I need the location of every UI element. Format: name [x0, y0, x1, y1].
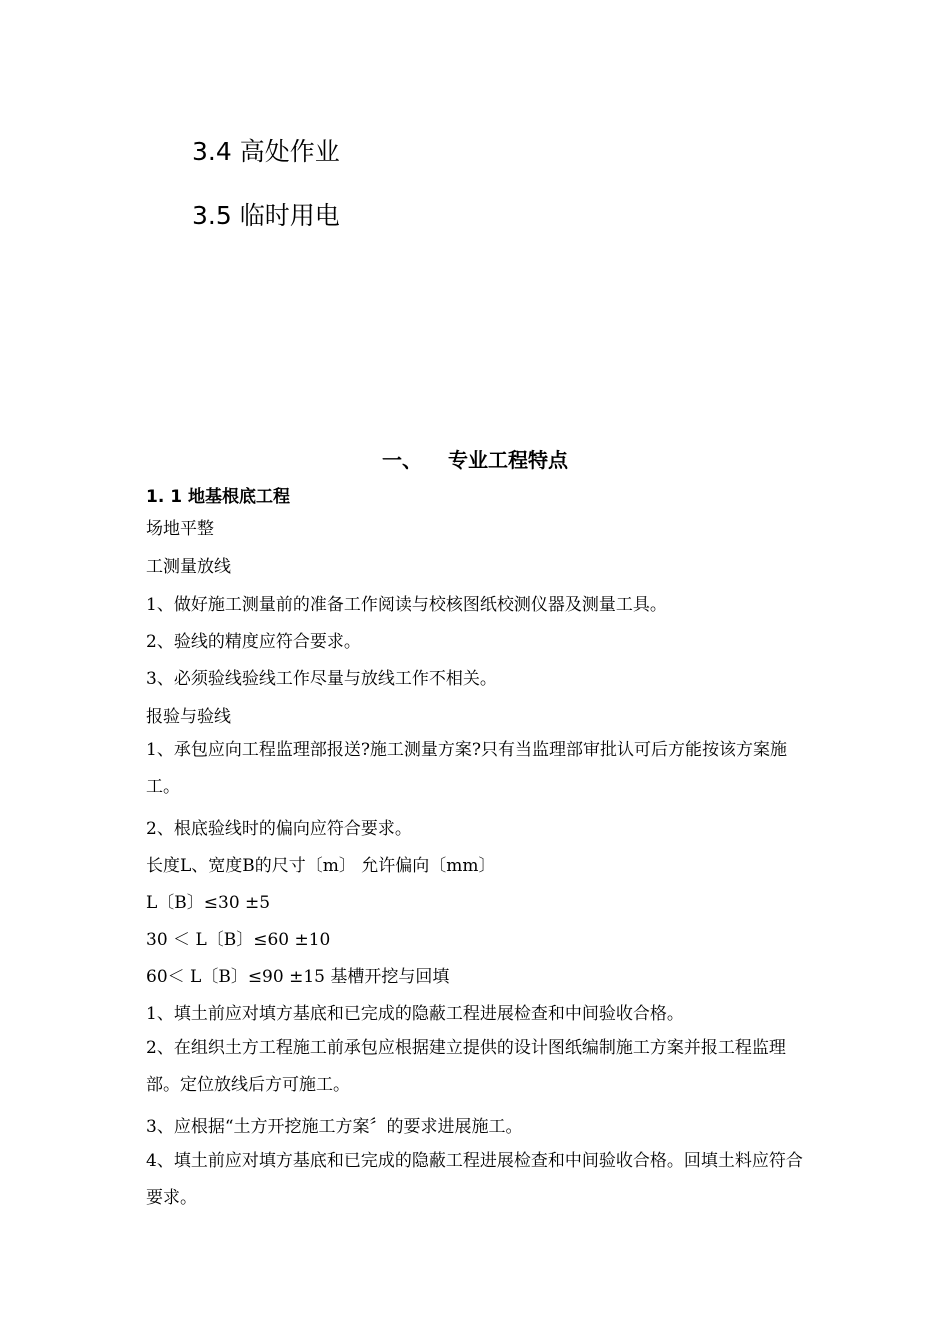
text-line: 3、应根据“土方开挖施工方案〞的要求进展施工。: [146, 1117, 523, 1137]
text-line: 30 ＜ L〔B〕≤60 ±10: [146, 930, 331, 950]
toc-item-high-work: 3.4 高处作业: [192, 137, 340, 166]
text-line: 1、填土前应对填方基底和已完成的隐蔽工程进展检查和中间验收合格。: [146, 1004, 684, 1024]
text-paragraph: 4、填土前应对填方基底和已完成的隐蔽工程进展检查和中间验收合格。回填土料应符合要求。: [146, 1151, 803, 1208]
subsection-heading: 1. 1 地基根底工程: [146, 487, 290, 507]
toc-item-temporary-power: 3.5 临时用电: [192, 201, 340, 230]
section-title-text: 专业工程特点: [448, 448, 568, 472]
text-paragraph: 1、承包应向工程监理部报送?施工测量方案?只有当监理部审批认可后方能按该方案施工。: [146, 740, 788, 797]
text-line: 60＜ L〔B〕≤90 ±15 基槽开挖与回填: [146, 967, 450, 987]
section-heading: [0, 444, 950, 473]
text-line: 场地平整: [146, 519, 214, 539]
text-line: L〔B〕≤30 ±5: [146, 893, 271, 913]
text-line: 长度L、宽度B的尺寸〔m〕 允许偏向〔mm〕: [146, 856, 496, 876]
section-number: 一、: [382, 448, 422, 472]
text-line: 报验与验线: [146, 707, 231, 727]
text-line: 1、做好施工测量前的准备工作阅读与校核图纸校测仪器及测量工具。: [146, 595, 667, 615]
text-line: 2、根底验线时的偏向应符合要求。: [146, 819, 412, 839]
text-line: 2、验线的精度应符合要求。: [146, 632, 361, 652]
text-paragraph: 2、在组织土方工程施工前承包应根据建立提供的设计图纸编制施工方案并报工程监理部。定位放线后方可施工。: [146, 1038, 786, 1095]
text-line: 3、必须验线验线工作尽量与放线工作不相关。: [146, 669, 497, 689]
text-line: 工测量放线: [146, 557, 231, 577]
